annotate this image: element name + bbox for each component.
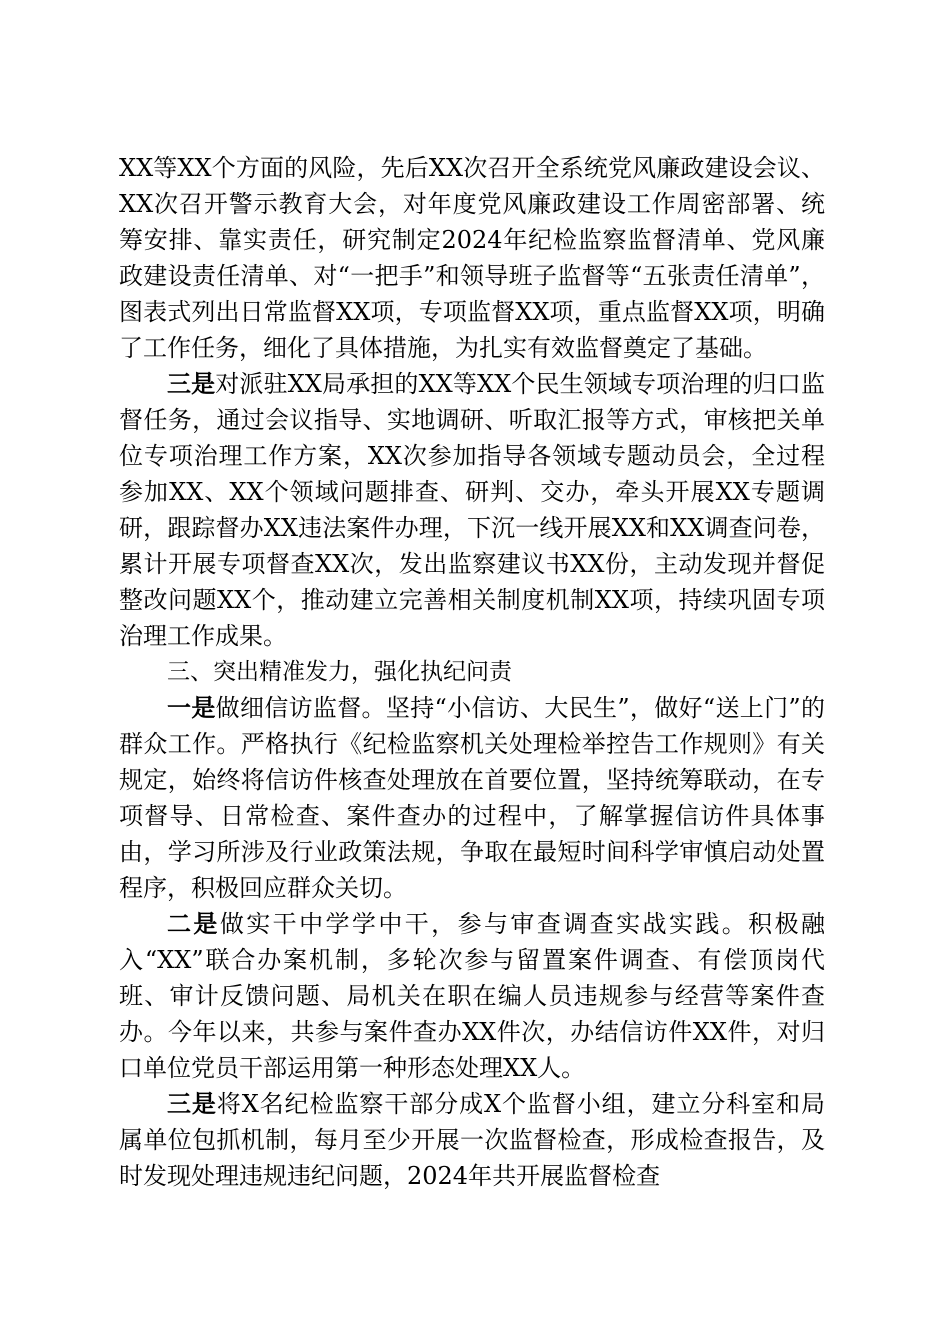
paragraph-lead: 三是 xyxy=(167,369,216,398)
section-heading: 三、突出精准发力，强化执纪问责 xyxy=(167,659,512,685)
paragraph-point-three xyxy=(119,366,825,654)
paragraph-text: 做实干中学学中干，参与审查调查实战实践。积极融入“XX”联合办案机制，多轮次参与留置案件调查、有偿顶岗代班、审计反馈问题、局机关在职在编人员违规参与经营等案件查办。今年以来，共参与案件查办XX件次，办结信访件XX件，对归口单位党员干部运用第一种形态处理XX人。 xyxy=(119,910,826,1082)
paragraph-lead: 二是 xyxy=(167,909,220,938)
paragraph-lead: 三是 xyxy=(167,1089,217,1118)
paragraph-text: 做细信访监督。坚持“小信访、大民生”，做好“送上门”的群众工作。严格执行《纪检监察机关处理检举控告工作规则》有关规定，始终将信访件核查处理放在首要位置，坚持统筹联动，在专项督导、日常检查、案件查办的过程中，了解掌握信访件具体事由，学习所涉及行业政策法规，争取在最短时间科学审慎启动处置程序，积极回应群众关切。 xyxy=(119,694,826,902)
paragraph-text: 将X名纪检监察干部分成X个监督小组，建立分科室和局属单位包抓机制，每月至少开展一次监督检查，形成检查报告，及时发现处理违规违纪问题，2024年共开展监督检查 xyxy=(119,1090,826,1190)
paragraph-lead: 一是 xyxy=(167,693,216,722)
paragraph-text: 对派驻XX局承担的XX等XX个民生领域专项治理的归口监督任务，通过会议指导、实地调研、听取汇报等方式，审核把关单位专项治理工作方案，XX次参加指导各领域专题动员会，全过程参加XX、XX个领域问题排查、研判、交办，牵头开展XX专题调研，跟踪督办XX违法案件办理，下沉一线开展XX和XX调查问卷，累计开展专项督查XX次，发出监察建议书XX份，主动发现并督促整改问题XX个，推动建立完善相关制度机制XX项，持续巩固专项治理工作成果。 xyxy=(119,370,826,650)
document-page xyxy=(119,150,825,1194)
paragraph-point-two xyxy=(119,906,825,1086)
paragraph-point-three-b xyxy=(119,1086,825,1194)
paragraph-point-one xyxy=(119,690,825,906)
paragraph-text: XX等XX个方面的风险，先后XX次召开全系统党风廉政建设会议、XX次召开警示教育大会，对年度党风廉政建设工作周密部署、统筹安排、靠实责任，研究制定2024年纪检监察监督清单、党风廉政建设责任清单、对“一把手”和领导班子监督等“五张责任清单”，图表式列出日常监督XX项，专项监督XX项，重点监督XX项，明确了工作任务，细化了具体措施，为扎实有效监督奠定了基础。 xyxy=(119,154,825,362)
paragraph-continuation xyxy=(119,150,825,366)
